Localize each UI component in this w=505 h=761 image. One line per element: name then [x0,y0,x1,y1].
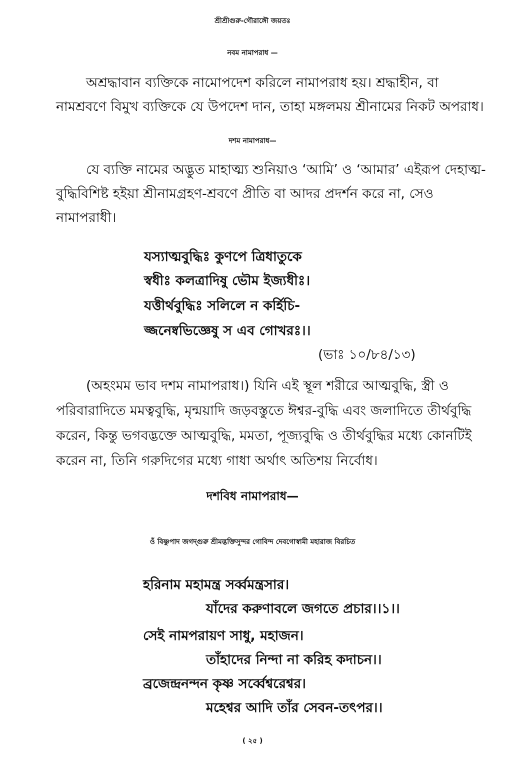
poem-line: তাঁহাদের নিন্দা না করিহ কদাচন।। [206,652,382,668]
sloka-line: স্বধীঃ কলত্রাদিষু ভৌম ইজ্যধীঃ। [144,273,311,289]
sloka-line: যত্তীর্থবুদ্ধিঃ সলিলে ন কর্হিচি- [144,298,301,314]
poem-line: যাঁদের করুণাবলে জগতে প্রচার।।১।। [206,601,400,617]
sloka-line: যস্যাত্মবুদ্ধিঃ কুণপে ত্রিধাতুকে [144,249,302,265]
body-line: যে ব্যক্তি নামের অদ্ভুত মাহাত্ম্য শুনিয়াও ‘আমি’ ও ‘আমার’ এইরূপ দেহাত্ম- [86,162,486,178]
body-line: নামাপরাধী। [56,210,117,226]
body-line: অশ্রদ্ধাবান ব্যক্তিকে নামোপদেশ করিলে নামাপরাধ হয়। শ্রদ্ধাহীন, বা [86,75,439,91]
page-header: শ্রীশ্রীগুরু-গৌরাঙ্গৌ জয়তঃ [214,17,291,25]
body-line: (অহংমম ভাব দশম নামাপরাধ।) যিনি এই স্থূল শরীরে আত্মবুদ্ধি, স্ত্রী ও [86,378,449,394]
poem-line: ব্রজেন্দ্রনন্দন কৃষ্ণ সর্ব্বেশ্বরেশ্বর। [143,676,306,692]
section-heading-tenth: দশম নামাপরাধ— [228,137,277,145]
body-line: নামশ্রবণে বিমুখ ব্যক্তিকে যে উপদেশ দান, তাহা মঙ্গলময় শ্রীনামের নিকট অপরাধ। [56,99,484,115]
author-byline: ওঁ বিষ্ণুপাদ জগদ্গুরু শ্রীমদ্ভক্তিসুন্দর গোবিন্দ দেবগোস্বামী মহারাজ বিরচিত [149,538,356,546]
poem-line: সেই নামপরায়ণ সাধু, মহাজন। [143,628,304,644]
poem-line: হরিনাম মহামন্ত্র সর্ব্বমন্ত্রসার। [143,577,290,593]
poem-line: মহেশ্বর আদি তাঁর সেবন-তৎপর।। [206,700,383,716]
page-number: ( ২৫ ) [242,737,263,745]
body-line: পরিবারাদিতে মমত্ববুদ্ধি, মৃন্ময়াদি জড়বস্তুতে ঈশ্বর-বুদ্ধি এবং জলাদিতে তীর্থবুদ্ধি [56,403,472,419]
sloka-line: জ্জনেষ্বভিজ্ঞেষু স এব গোখরঃ।। [144,323,311,339]
main-title: দশবিধ নামাপরাধ— [206,489,299,503]
body-line: বুদ্ধিবিশিষ্ট হইয়া শ্রীনামগ্রহণ-শ্রবণে প্রীতি বা আদর প্রদর্শন করে না, সেও [56,186,434,202]
body-line: করেন না, তিনি গরুদিগের মধ্যে গাধা অর্থাৎ অতিশয় নির্বোধ। [56,453,378,469]
section-heading-ninth: নবম নামাপরাধ — [227,49,278,57]
sloka-reference: (ভাঃ ১০/৮৪/১৩) [318,347,416,363]
body-line: করেন, কিন্তু ভগবদ্ভক্তে আত্মবুদ্ধি, মমতা, পূজ্যবুদ্ধি ও তীর্থবুদ্ধির মধ্যে কোনটিই [56,428,472,444]
